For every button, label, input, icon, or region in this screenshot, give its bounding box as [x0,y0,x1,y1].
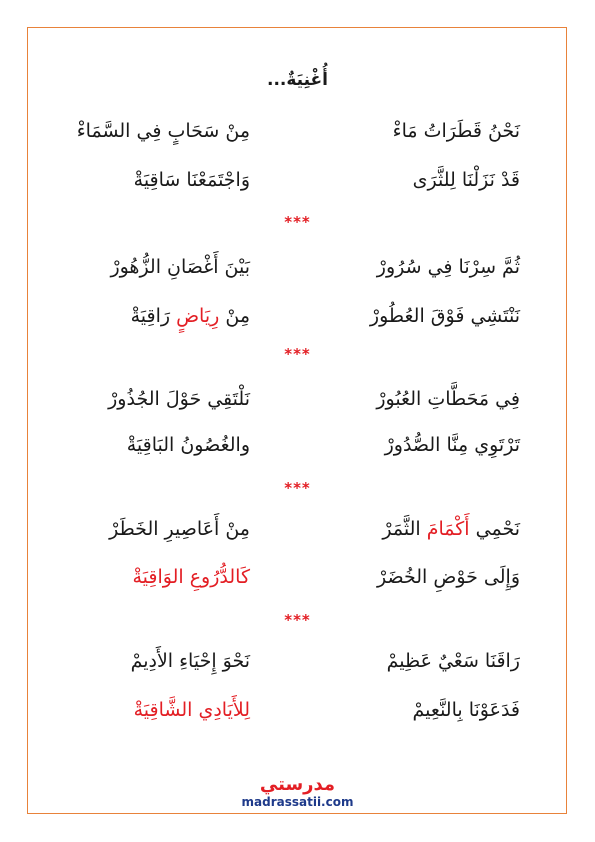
verse-line [0,382,595,416]
verse-left-hemistich: نَحْوَ إِحْيَاءِ الأَدِيمْ [130,650,250,672]
verse-left-hemistich-highlighted: لِلأَيَادِي الشَّاقِيَةْ [133,699,250,721]
verse-right-hemistich: نَحْنُ قَطَرَاتُ مَاءْ [392,120,520,142]
verse-right-hemistich: قَدْ نَزَلْنَا لِلثَّرَى [412,169,520,191]
verse-right-hemistich: ثُمَّ سِرْنَا فِي سُرُورْ [376,256,520,278]
verse-right-hemistich: تَرْتَوِي مِنَّا الصُّدُورْ [384,434,520,456]
site-watermark [0,775,595,809]
verse-left-hemistich: مِنْ سَحَابٍ فِي السَّمَاءْ [76,120,250,142]
verse-right-hemistich: نَنْتَشِي فَوْقَ العُطُورْ [369,305,520,327]
verse-line [0,428,595,462]
highlighted-word: أَكْمَامَ [426,518,470,540]
verse-text: نَحْمِي [469,518,520,540]
verse-line [0,299,595,333]
stanza-separator: *** [284,611,311,629]
verse-line [0,250,595,284]
verse-right-hemistich: رَاقَنَا سَعْيٌ عَظِيمْ [386,650,520,672]
verse-left-hemistich: بَيْنَ أَغْصَانِ الزُّهُورْ [110,256,250,278]
stanza-separator: *** [284,213,311,231]
verse-line [0,693,595,727]
watermark-arabic: مدرستي [259,774,336,795]
verse-left-hemistich-highlighted: كَالدُّرُوعِ الوَاقِيَةْ [132,566,250,588]
verse-line [0,512,595,546]
highlighted-word: رِيَاضٍ [176,305,220,327]
verse-line [0,163,595,197]
verse-left-hemistich: والغُصُونُ البَاقِيَةْ [126,434,250,456]
verse-left-hemistich: وَاجْتَمَعْنَا سَاقِيَةْ [133,169,250,191]
verse-text: مِنْ [219,305,250,327]
verse-line [0,644,595,678]
verse-text: رَاقِيَةْ [130,305,177,327]
stanza-separator: *** [284,479,311,497]
verse-right-hemistich [382,512,520,546]
stanza-separator: *** [284,345,311,363]
verse-line [0,560,595,594]
verse-right-hemistich: فَدَعَوْنَا بِالنَّعِيمْ [412,699,520,721]
poem-title: أُغْنِيَةٌ... [266,70,328,90]
verse-left-hemistich: نَلْتَقِي حَوْلَ الجُذُورْ [108,388,250,410]
verse-text: الثَّمَرْ [382,518,427,540]
verse-left-hemistich: مِنْ أَعَاصِيرِ الخَطَرْ [109,518,250,540]
verse-right-hemistich: فِي مَحَطَّاتِ العُبُورْ [376,388,520,410]
watermark-url: madrassatii.com [241,795,354,809]
verse-line [0,114,595,148]
verse-right-hemistich: وَإِلَى حَوْضِ الخُضَرْ [377,566,520,588]
verse-left-hemistich [131,299,250,333]
